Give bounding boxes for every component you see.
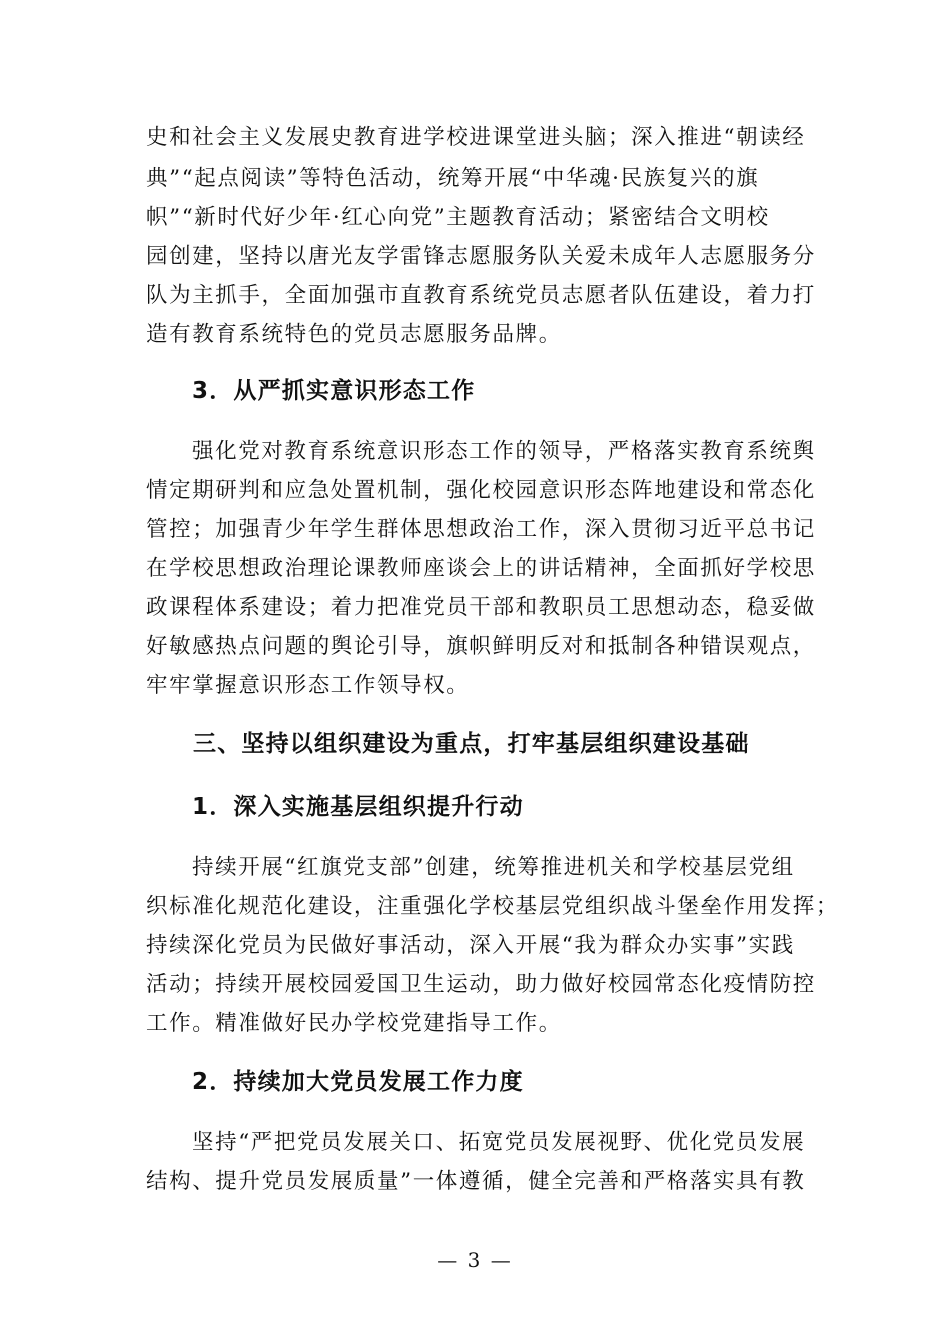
page-number: — 3 — bbox=[437, 1248, 513, 1272]
paragraph-line: 队为主抓手，全面加强市直教育系统党员志愿者队伍建设，着力打 bbox=[146, 283, 816, 308]
paragraph-line: 好敏感热点问题的舆论引导，旗帜鲜明反对和抵制各种错误观点， bbox=[146, 634, 816, 659]
paragraph-line: 坚持“严把党员发展关口、拓宽党员发展视野、优化党员发展 bbox=[192, 1130, 806, 1155]
paragraph-line: 典”“起点阅读”等特色活动，统筹开展“中华魂·民族复兴的旗 bbox=[146, 166, 760, 191]
paragraph-line: 持续开展“红旗党支部”创建，统筹推进机关和学校基层党组 bbox=[192, 855, 795, 880]
paragraph-line: 强化党对教育系统意识形态工作的领导，严格落实教育系统舆 bbox=[192, 439, 816, 464]
paragraph-line: 管控；加强青少年学生群体思想政治工作，深入贯彻习近平总书记 bbox=[146, 517, 816, 542]
paragraph-line: 织标准化规范化建设，注重强化学校基层党组织战斗堡垒作用发挥； bbox=[146, 894, 840, 919]
paragraph-line: 帜”“新时代好少年·红心向党”主题教育活动；紧密结合文明校 bbox=[146, 205, 770, 230]
paragraph-line: 工作。精准做好民办学校党建指导工作。 bbox=[146, 1011, 562, 1036]
paragraph-line: 在学校思想政治理论课教师座谈会上的讲话精神，全面抓好学校思 bbox=[146, 556, 816, 581]
subsection-heading: 1．深入实施基层组织提升行动 bbox=[192, 794, 524, 820]
paragraph-line: 结构、提升党员发展质量”一体遵循，健全完善和严格落实具有教 bbox=[146, 1169, 806, 1194]
paragraph-line: 持续深化党员为民做好事活动，深入开展“我为群众办实事”实践 bbox=[146, 933, 795, 958]
subsection-heading: 2．持续加大党员发展工作力度 bbox=[192, 1069, 524, 1095]
paragraph-line: 活动；持续开展校园爱国卫生运动，助力做好校园常态化疫情防控 bbox=[146, 972, 816, 997]
paragraph-line: 造有教育系统特色的党员志愿服务品牌。 bbox=[146, 322, 562, 347]
paragraph-line: 政课程体系建设；着力把准党员干部和教职员工思想动态，稳妥做 bbox=[146, 595, 816, 620]
paragraph-line: 园创建，坚持以唐光友学雷锋志愿服务队关爱未成年人志愿服务分 bbox=[146, 244, 816, 269]
paragraph-line: 史和社会主义发展史教育进学校进课堂进头脑；深入推进“朝读经 bbox=[146, 125, 806, 150]
paragraph-line: 情定期研判和应急处置机制，强化校园意识形态阵地建设和常态化 bbox=[146, 478, 816, 503]
section-heading: 三、坚持以组织建设为重点，打牢基层组织建设基础 bbox=[193, 731, 750, 757]
subsection-heading: 3．从严抓实意识形态工作 bbox=[192, 378, 476, 404]
paragraph-line: 牢牢掌握意识形态工作领导权。 bbox=[146, 673, 470, 698]
